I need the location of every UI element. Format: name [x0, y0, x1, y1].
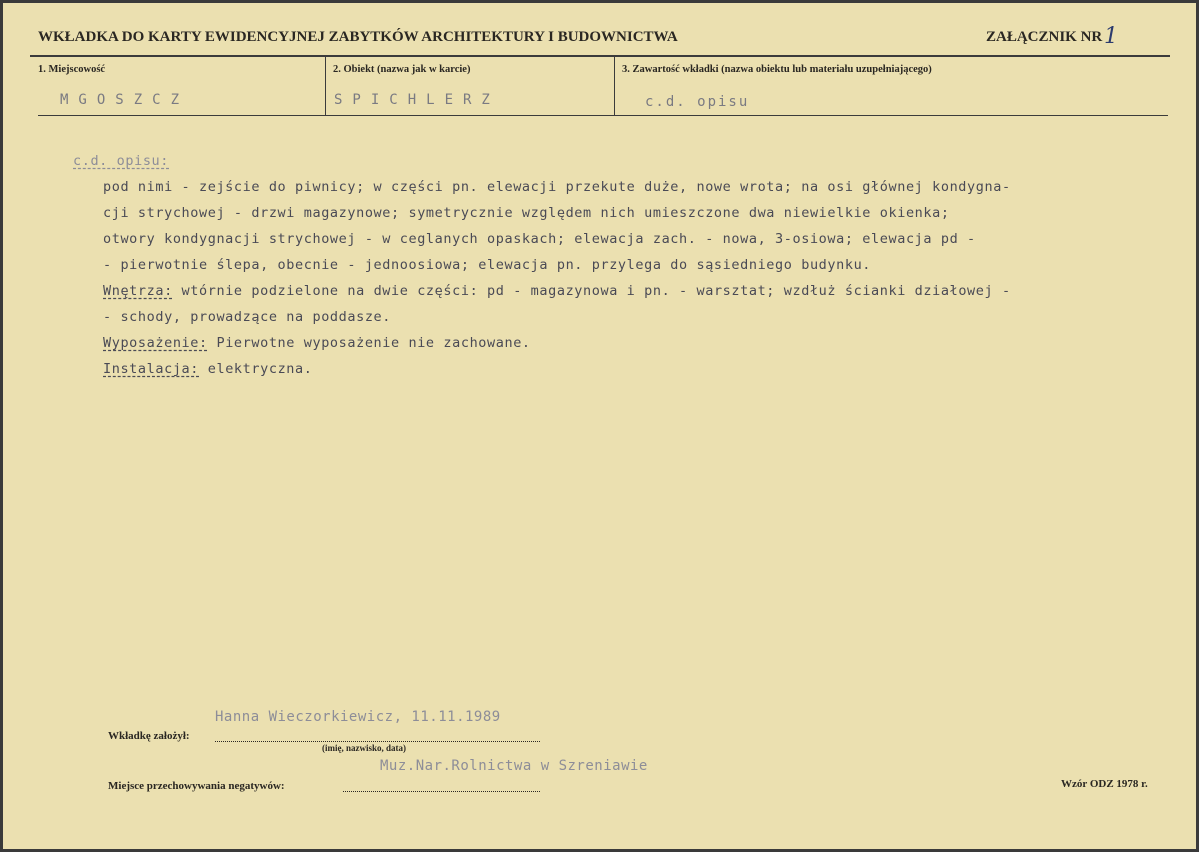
- interior-text-continued: - schody, prowadzące na poddasze.: [103, 309, 392, 325]
- object-value: SPICHLERZ: [334, 92, 500, 108]
- header-rule-bottom: [38, 115, 1168, 116]
- description-line: cji strychowej - drzwi magazynowe; symetrycznie względem nich umieszczone dwa niewielkie okienka;: [103, 205, 950, 221]
- author-typed-entry: Hanna Wieczorkiewicz, 11.11.1989: [215, 709, 501, 725]
- form-model-label: Wzór ODZ 1978 r.: [1061, 778, 1148, 790]
- storage-dotted-line: [343, 791, 540, 792]
- card-title: WKŁADKA DO KARTY EWIDENCYJNEJ ZABYTKÓW ARCHITEKTURY I BUDOWNICTWA: [38, 29, 678, 45]
- storage-label: Miejsce przechowywania negatywów:: [108, 780, 285, 792]
- author-label: Wkładkę założył:: [108, 730, 190, 742]
- locality-value: MGOSZCZ: [60, 92, 190, 108]
- annex-number: 1: [1104, 24, 1118, 49]
- continuation-heading: c.d. opisu:: [73, 153, 170, 169]
- object-label: 2. Obiekt (nazwa jak w karcie): [333, 64, 471, 75]
- description-body: [73, 148, 1163, 382]
- description-line: otwory kondygnacji strychowej - w ceglanych opaskach; elewacja zach. - nowa, 3-osiowa; elewacja pd -: [103, 231, 976, 247]
- author-caption: (imię, nazwisko, data): [322, 743, 406, 753]
- interior-label: Wnętrza:: [103, 283, 173, 299]
- description-line: pod nimi - zejście do piwnicy; w części pn. elewacji przekute duże, nowe wrota; na osi głównej kondygna-: [103, 179, 1011, 195]
- equipment-text: Pierwotne wyposażenie nie zachowane.: [207, 335, 531, 351]
- installation-text: elektryczna.: [199, 361, 313, 377]
- author-dotted-line: [215, 741, 540, 742]
- locality-label: 1. Miejscowość: [38, 64, 106, 75]
- interior-text: wtórnie podzielone na dwie części: pd - magazynowa i pn. - warsztat; wzdłuż ścianki działowej -: [172, 283, 1011, 299]
- equipment-section: [73, 330, 1163, 356]
- storage-typed-entry: Muz.Nar.Rolnictwa w Szreniawie: [380, 758, 648, 774]
- installation-section: [73, 356, 1163, 382]
- content-value: c.d. opisu: [645, 94, 750, 110]
- field-divider-2: [614, 57, 615, 115]
- installation-label: Instalacja:: [103, 361, 200, 377]
- content-label: 3. Zawartość wkładki (nazwa obiektu lub materiału uzupełniającego): [622, 64, 932, 75]
- annex-label: ZAŁĄCZNIK NR: [986, 29, 1103, 45]
- equipment-label: Wyposażenie:: [103, 335, 208, 351]
- field-divider-1: [325, 57, 326, 115]
- header-rule-top: [30, 55, 1170, 57]
- description-line: - pierwotnie ślepa, obecnie - jednoosiowa; elewacja pn. przylega do sąsiedniego budynku.: [103, 257, 872, 273]
- interior-section: [73, 278, 1163, 304]
